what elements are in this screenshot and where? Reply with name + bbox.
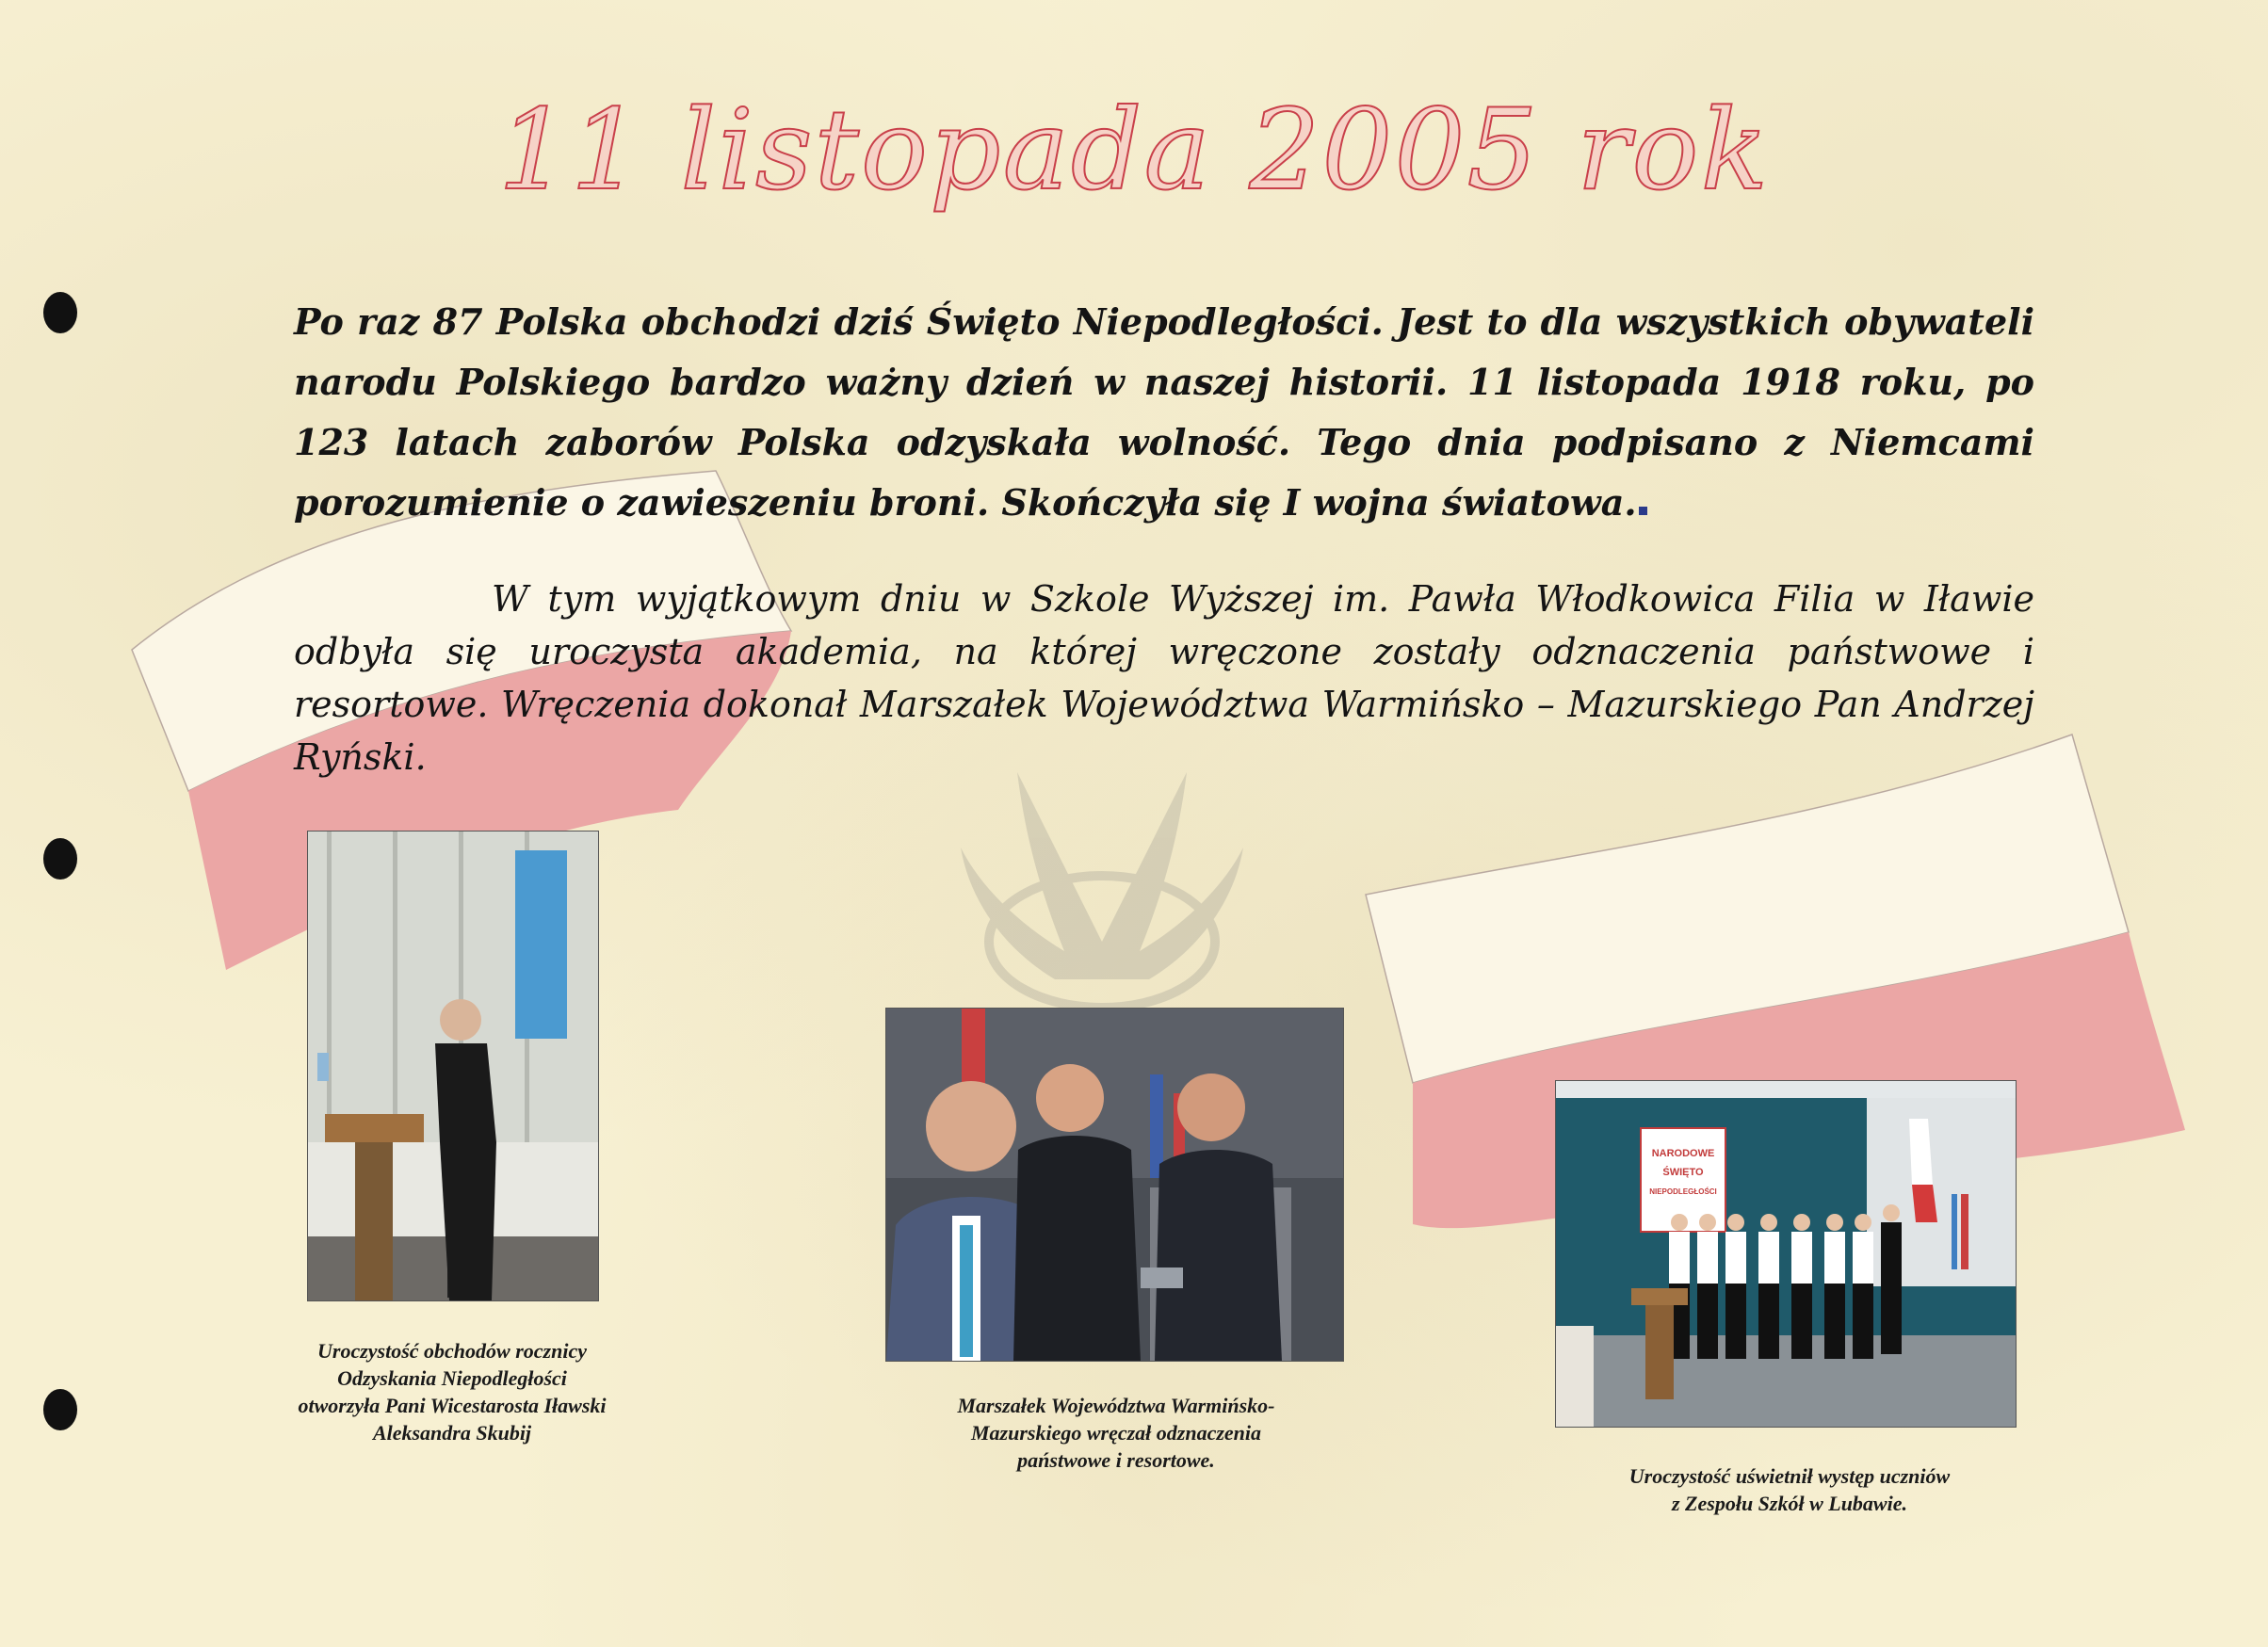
caption-line: Uroczystość uświetnił występ uczniów (1628, 1464, 1951, 1488)
banner-line-2: ŚWIĘTO (1662, 1167, 1704, 1178)
eagle-emblem (961, 772, 1243, 1008)
page-title: 11 listopada 2005 rok (497, 85, 1771, 215)
paragraph-end-mark (1639, 507, 1647, 515)
paragraph-independence (294, 292, 2034, 533)
caption-photo-1 (217, 1337, 688, 1446)
caption-line: z Zespołu Szkół w Lubawie. (1672, 1492, 1907, 1515)
caption-line: Aleksandra Skubij (372, 1421, 532, 1445)
punch-hole-middle (43, 838, 77, 880)
photo-student-performance (1555, 1080, 2017, 1428)
punch-hole-top (43, 292, 77, 333)
photo-award-ceremony (885, 1008, 1344, 1362)
caption-line: państwowe i resortowe. (1017, 1448, 1215, 1472)
caption-photo-2 (838, 1392, 1394, 1474)
banner-line-3: NIEPODLEGŁOŚCI (1649, 1187, 1717, 1196)
caption-line: Uroczystość obchodów rocznicy (317, 1339, 587, 1363)
banner-line-1: NARODOWE (1651, 1148, 1715, 1159)
caption-line: Marszałek Województwa Warmińsko- (957, 1394, 1275, 1417)
caption-line: Mazurskiego wręczał odznaczenia (970, 1421, 1262, 1445)
photo-speaker-at-podium (307, 831, 599, 1301)
paragraph-ceremony: W tym wyjątkowym dniu w Szkole Wyższej im. Pawła Włodkowica Filia w Iławie odbyła się uroczysta akademia, na której wręczone zostały odznaczenia państwowe i resortowe. Wręczenia dokonał Marszałek Województwa Warmińsko – Mazurskiego Pan Andrzej Ryński. (294, 578, 2034, 778)
caption-photo-3 (1526, 1462, 2053, 1517)
punch-hole-bottom (43, 1389, 77, 1430)
paragraph-independence-text: Po raz 87 Polska obchodzi dziś Święto Niepodległości. Jest to dla wszystkich obywateli narodu Polskiego bardzo ważny dzień w naszej historii. 11 listopada 1918 roku, po 123 latach zaborów Polska odzyskała wolność. Tego dnia podpisano z Niemcami porozumienie o zawieszeniu broni. Skończyła się I wojna światowa. (294, 300, 2034, 524)
caption-line: Odzyskania Niepodległości (337, 1366, 567, 1390)
caption-line: otworzyła Pani Wicestarosta Iławski (298, 1394, 607, 1417)
